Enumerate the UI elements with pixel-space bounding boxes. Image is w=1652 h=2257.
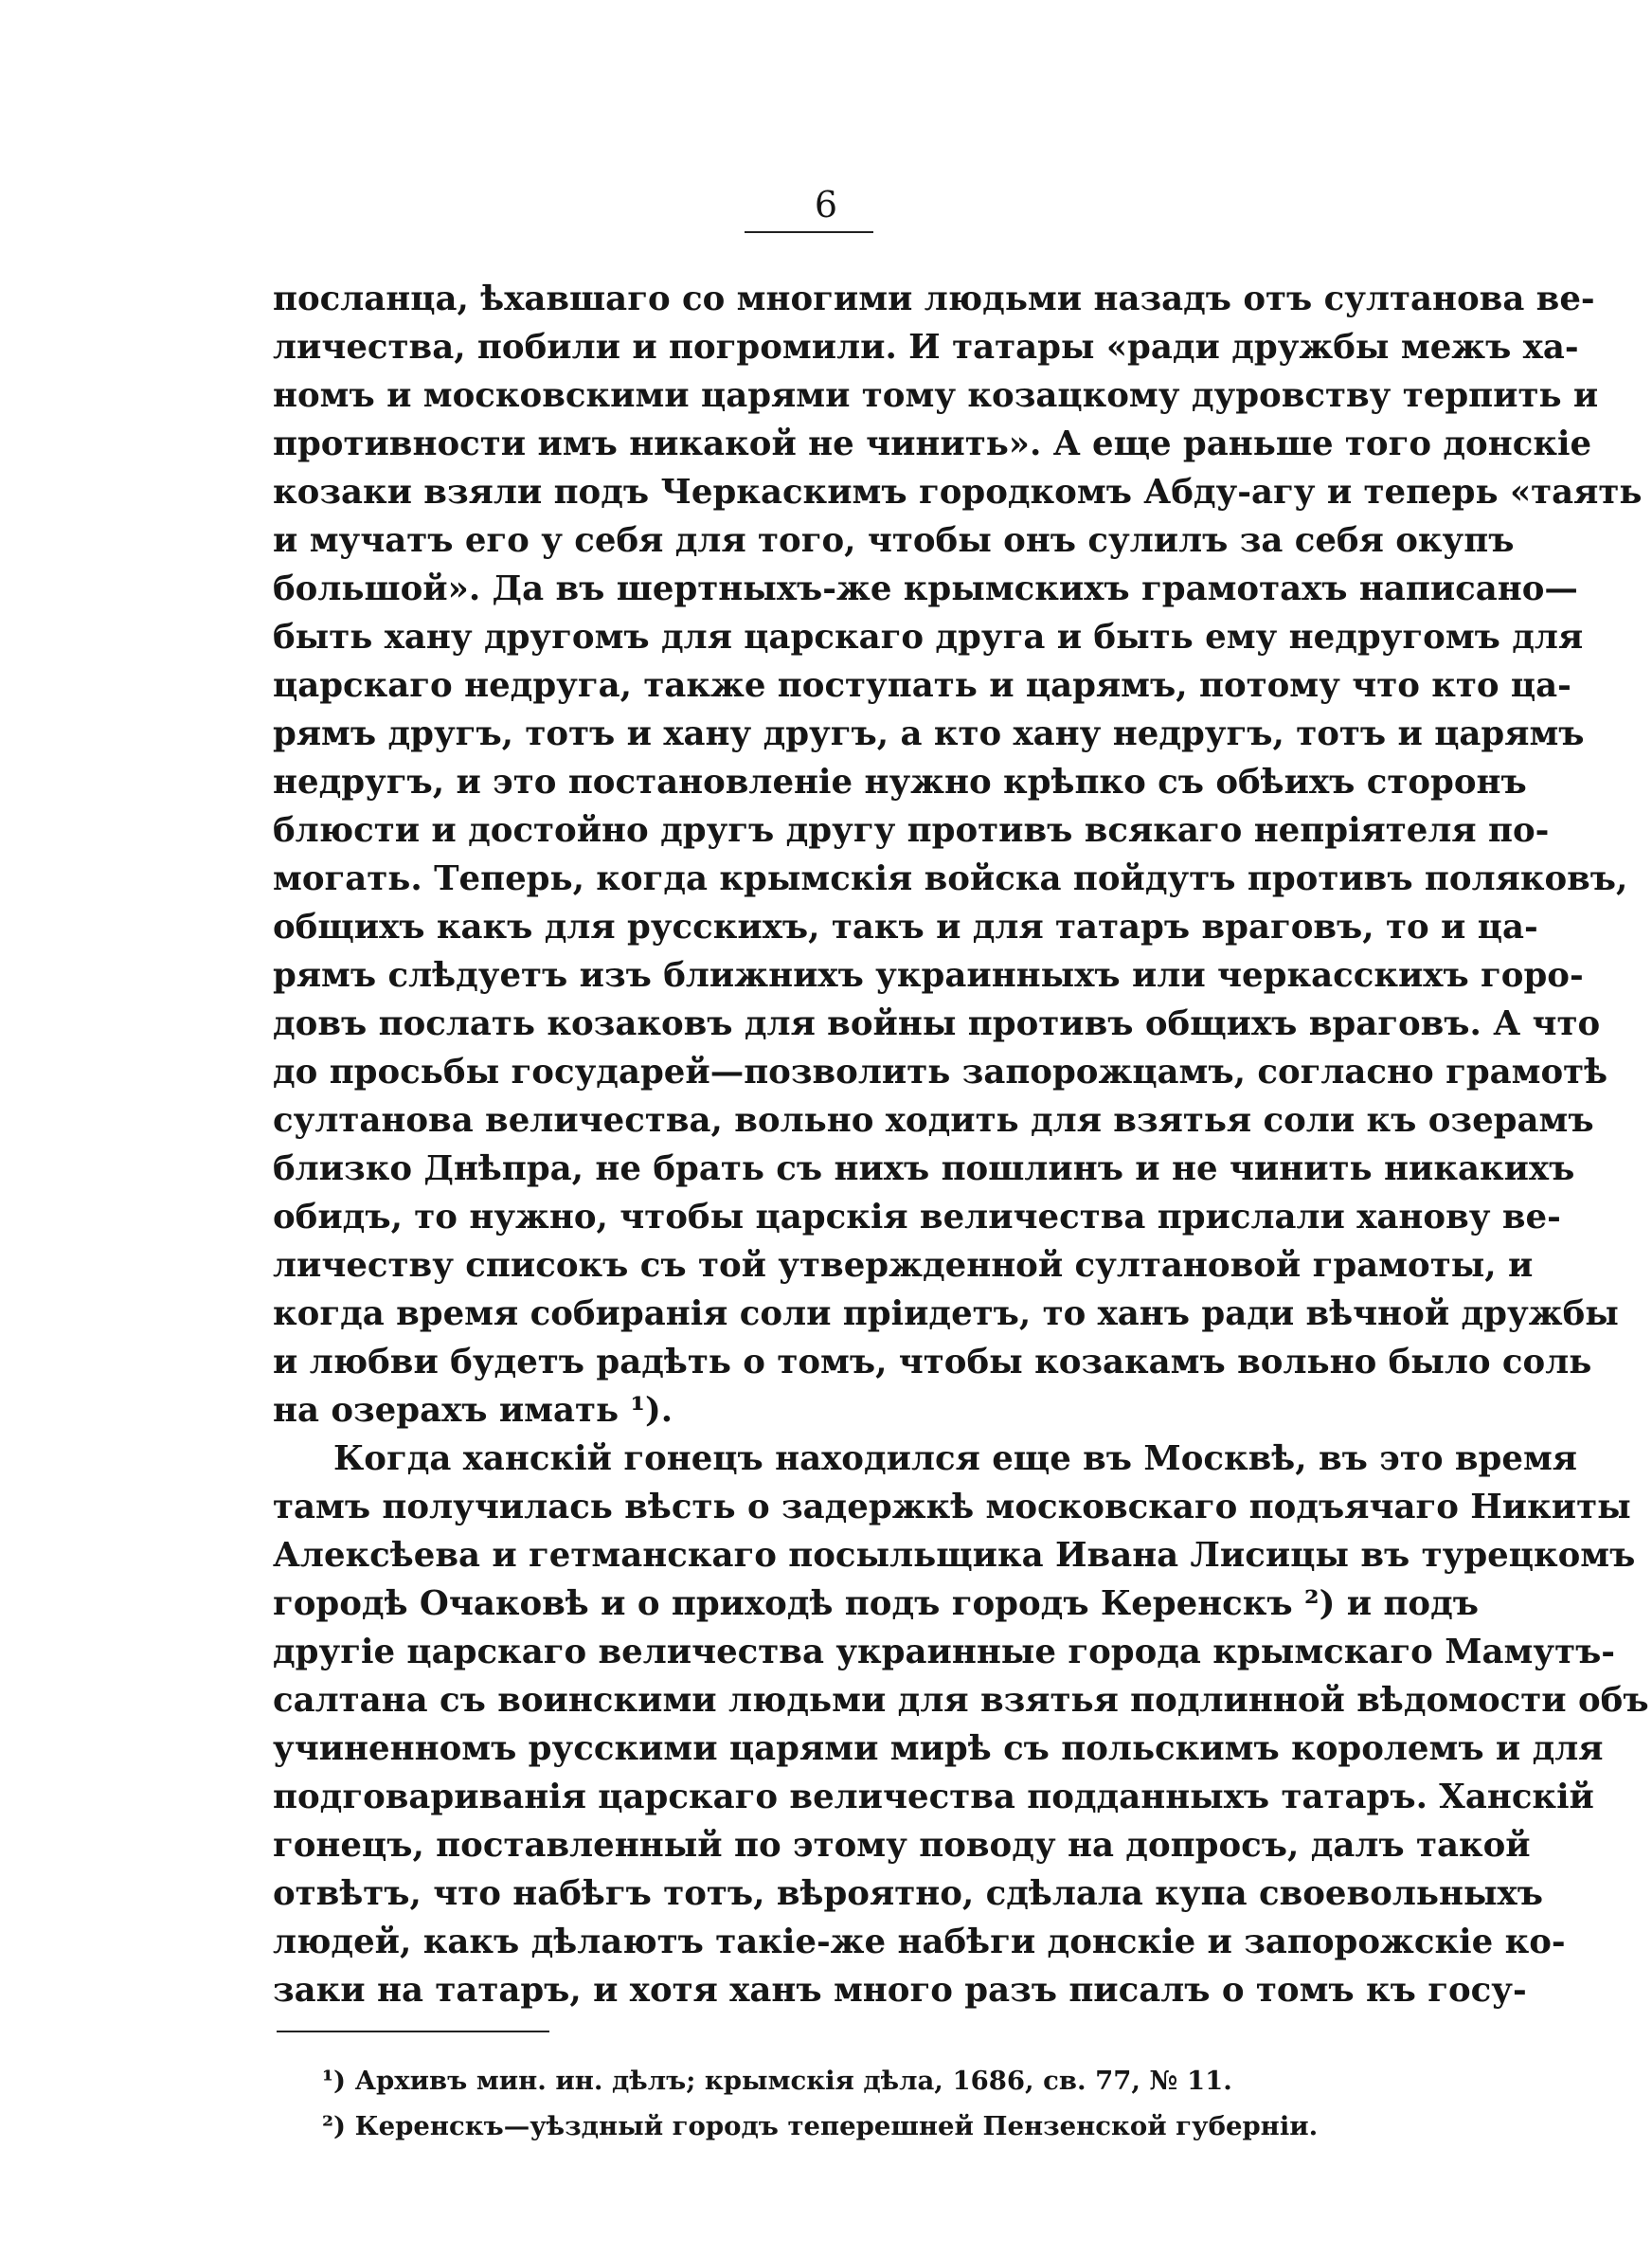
text-line: Алексѣева и гетманскаго посыльщика Ивана Лисицы въ турецкомъ xyxy=(273,1536,1636,1575)
text-line: рямъ слѣдуетъ изъ ближнихъ украинныхъ или черкасскихъ горо- xyxy=(273,956,1584,995)
text-line: козаки взяли подъ Черкаскимъ городкомъ Абду-агу и теперь «таять xyxy=(273,473,1643,512)
text-line: посланца, ѣхавшаго со многими людьми назадъ отъ султанова ве- xyxy=(273,280,1595,318)
text-line: блюсти и достойно другъ другу противъ всякаго непріятеля по- xyxy=(273,811,1550,850)
footnote-rule xyxy=(277,2031,549,2032)
text-line: городѣ Очаковѣ и о приходѣ подъ городъ Керенскъ ²) и подъ xyxy=(273,1584,1479,1623)
text-line: салтана съ воинскими людьми для взятья подлинной вѣдомости объ xyxy=(273,1681,1649,1720)
text-line: близко Днѣпра, не брать съ нихъ пошлинъ и не чинить никакихъ xyxy=(273,1149,1575,1188)
text-line: когда время собиранія соли пріидетъ, то ханъ ради вѣчной дружбы xyxy=(273,1294,1619,1333)
text-line: до просьбы государей—позволить запорожцамъ, согласно грамотѣ xyxy=(273,1053,1608,1092)
text-line: личества, побили и погромили. И татары «ради дружбы межъ ха- xyxy=(273,328,1579,367)
text-line: большой». Да въ шертныхъ-же крымскихъ грамотахъ написано— xyxy=(273,569,1578,608)
text-line: людей, какъ дѣлаютъ такіе-же набѣги донскіе и запорожскіе ко- xyxy=(273,1923,1566,1961)
text-line: недругъ, и это постановленіе нужно крѣпко съ обѣихъ сторонъ xyxy=(273,763,1527,802)
text-line: учиненномъ русскими царями мирѣ съ польскимъ королемъ и для xyxy=(273,1729,1604,1768)
text-line: на озерахъ имать ¹). xyxy=(273,1391,673,1430)
text-line: номъ и московскими царями тому козацкому дуровству терпить и xyxy=(273,376,1599,415)
text-line: султанова величества, вольно ходить для взятья соли къ озерамъ xyxy=(273,1101,1594,1140)
paragraph-2 xyxy=(273,1435,1649,2014)
text-line: царскаго недруга, также поступать и царямъ, потому что кто ца- xyxy=(273,666,1571,705)
text-line: быть хану другомъ для царскаго друга и быть ему недругомъ для xyxy=(273,618,1584,657)
text-line: и любви будетъ радѣть о томъ, чтобы козакамъ вольно было соль xyxy=(273,1343,1592,1381)
paragraph-1 xyxy=(273,275,1643,1435)
text-line: личеству списокъ съ той утвержденной султановой грамоты, и xyxy=(273,1246,1534,1285)
text-line: гонецъ, поставленный по этому поводу на допросъ, далъ такой xyxy=(273,1826,1531,1865)
text-line: обидъ, то нужно, чтобы царскія величества прислали ханову ве- xyxy=(273,1198,1561,1237)
text-line: противности имъ никакой не чинить». А еще раньше того донскіе xyxy=(273,424,1592,463)
page-number-rule xyxy=(745,231,873,233)
footnote-2: ²) Керенскъ—уѣздный городъ теперешней Пензенской губерніи. xyxy=(322,2111,1319,2141)
text-line: подговариванія царскаго величества подданныхъ татаръ. Ханскій xyxy=(273,1778,1594,1816)
text-line: могать. Теперь, когда крымскія войска пойдутъ противъ поляковъ, xyxy=(273,859,1628,898)
text-line: довъ послать козаковъ для войны противъ общихъ враговъ. А что xyxy=(273,1004,1601,1043)
text-line: общихъ какъ для русскихъ, такъ и для татаръ враговъ, то и ца- xyxy=(273,908,1538,947)
text-line: и мучатъ его у себя для того, чтобы онъ сулилъ за себя окупъ xyxy=(273,521,1515,560)
footnote-1: ¹) Архивъ мин. ин. дѣлъ; крымскія дѣла, 1686, св. 77, № 11. xyxy=(322,2066,1232,2096)
text-line: Когда ханскій гонецъ находился еще въ Москвѣ, въ это время xyxy=(333,1439,1578,1478)
footnotes xyxy=(322,2058,1319,2149)
text-line: другіе царскаго величества украинные города крымскаго Мамутъ- xyxy=(273,1633,1616,1671)
body-text xyxy=(273,275,1649,2014)
text-line: тамъ получилась вѣсть о задержкѣ московскаго подъячаго Никиты xyxy=(273,1488,1631,1526)
text-line: заки на татаръ, и хотя ханъ много разъ писалъ о томъ къ госу- xyxy=(273,1971,1527,2010)
page-number: 6 xyxy=(814,184,838,226)
text-line: рямъ другъ, тотъ и хану другъ, а кто хану недругъ, тотъ и царямъ xyxy=(273,714,1585,753)
text-line: отвѣтъ, что набѣгъ тотъ, вѣроятно, сдѣлала купа своевольныхъ xyxy=(273,1874,1543,1913)
